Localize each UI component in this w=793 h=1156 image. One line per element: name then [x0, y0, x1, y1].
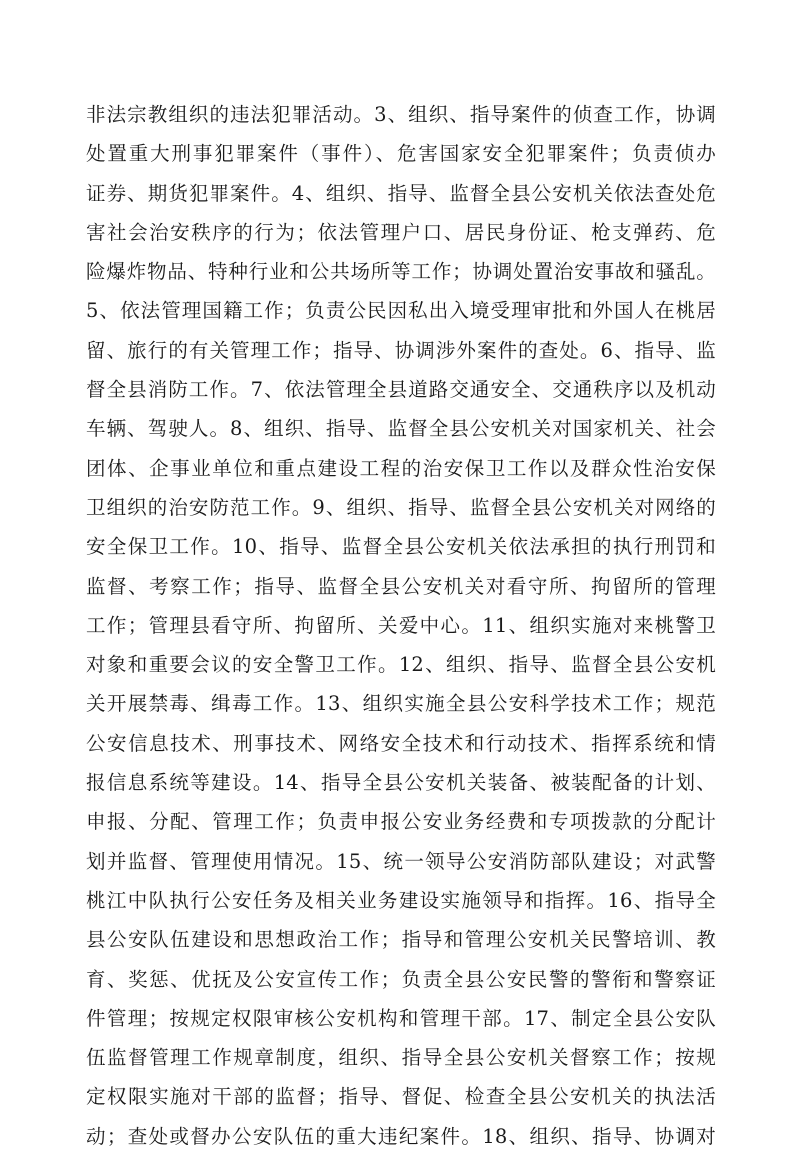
text-line: 报信息系统等建设。14、指导全县公安机关装备、被装配备的计划、: [86, 771, 716, 795]
text-line: 县公安队伍建设和思想政治工作；指导和管理公安机关民警培训、教: [86, 928, 716, 952]
text-line: 监督、考察工作；指导、监督全县公安机关对看守所、拘留所的管理: [86, 574, 716, 598]
body-text: [86, 95, 716, 1156]
text-line: 害社会治安秩序的行为；依法管理户口、居民身份证、枪支弹药、危: [86, 220, 716, 244]
text-line: 伍监督管理工作规章制度，组织、指导全县公安机关督察工作；按规: [86, 1046, 716, 1070]
text-line: 安全保卫工作。10、指导、监督全县公安机关依法承担的执行刑罚和: [86, 535, 716, 559]
text-line: 督全县消防工作。7、依法管理全县道路交通安全、交通秩序以及机动: [86, 378, 716, 402]
text-line: 留、旅行的有关管理工作；指导、协调涉外案件的查处。6、指导、监: [86, 338, 716, 362]
text-line: 证券、期货犯罪案件。4、组织、指导、监督全县公安机关依法查处危: [86, 181, 716, 205]
text-line: 关开展禁毒、缉毒工作。13、组织实施全县公安科学技术工作；规范: [86, 692, 716, 716]
text-line: 申报、分配、管理工作；负责申报公安业务经费和专项拨款的分配计: [86, 810, 716, 834]
text-line: 处置重大刑事犯罪案件（事件）、危害国家安全犯罪案件；负责侦办: [86, 142, 716, 166]
text-line: 公安信息技术、刑事技术、网络安全技术和行动技术、指挥系统和情: [86, 731, 716, 755]
text-line: 车辆、驾驶人。8、组织、指导、监督全县公安机关对国家机关、社会: [86, 417, 716, 441]
text-line: 桃江中队执行公安任务及相关业务建设实施领导和指挥。16、指导全: [86, 888, 716, 912]
text-line: 工作；管理县看守所、拘留所、关爱中心。11、组织实施对来桃警卫: [86, 613, 716, 637]
text-line: 件管理；按规定权限审核公安机构和管理干部。17、制定全县公安队: [86, 1006, 716, 1030]
text-line: 非法宗教组织的违法犯罪活动。3、组织、指导案件的侦查工作，协调: [86, 103, 716, 126]
text-line: 育、奖惩、优抚及公安宣传工作；负责全县公安民警的警衔和警察证: [86, 967, 716, 991]
text-line: 险爆炸物品、特种行业和公共场所等工作；协调处置治安事故和骚乱。: [86, 260, 716, 284]
text-line: 动；查处或督办公安队伍的重大违纪案件。18、组织、指导、协调对: [86, 1124, 716, 1148]
text-line: 对象和重要会议的安全警卫工作。12、组织、指导、监督全县公安机: [86, 653, 716, 677]
text-line: 5、依法管理国籍工作；负责公民因私出入境受理审批和外国人在桃居: [86, 299, 716, 323]
text-line: 定权限实施对干部的监督；指导、督促、检查全县公安机关的执法活: [86, 1085, 716, 1109]
text-line: 团体、企事业单位和重点建设工程的治安保卫工作以及群众性治安保: [86, 456, 716, 480]
text-line: 卫组织的治安防范工作。9、组织、指导、监督全县公安机关对网络的: [86, 495, 716, 519]
text-line: 划并监督、管理使用情况。15、统一领导公安消防部队建设；对武警: [86, 849, 716, 873]
